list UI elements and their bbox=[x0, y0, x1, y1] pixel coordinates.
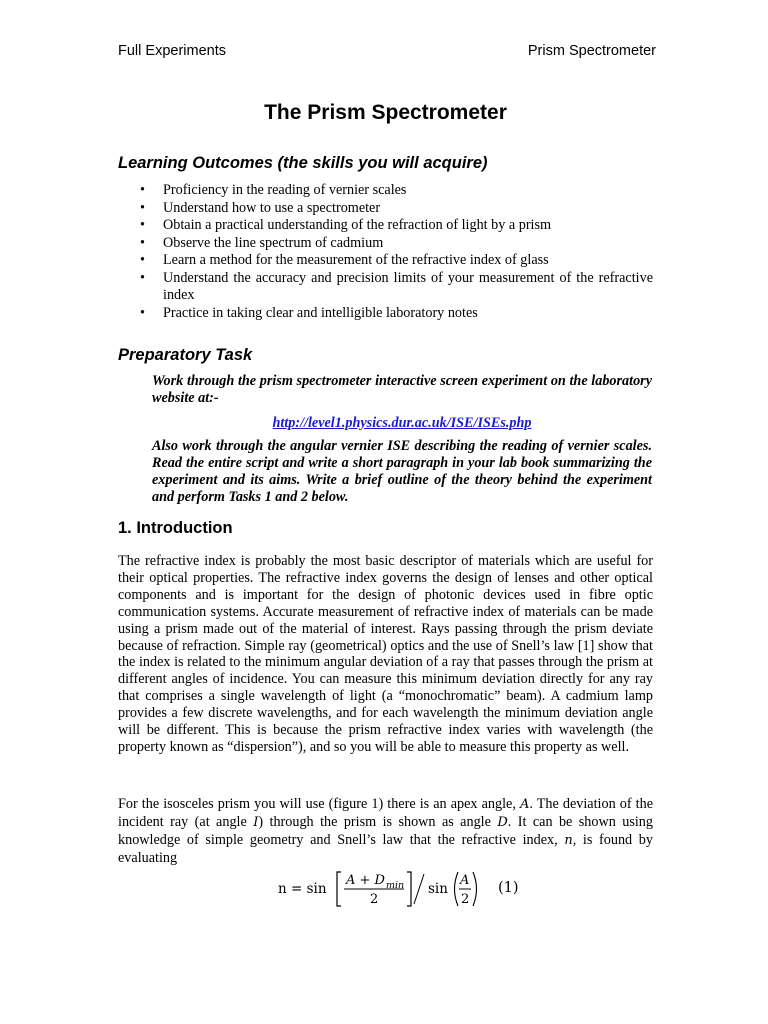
list-item: • Understand how to use a spectrometer bbox=[118, 200, 653, 218]
equation-slash bbox=[414, 874, 424, 904]
equation-denominator: 2 bbox=[370, 892, 379, 907]
list-item: • Observe the line spectrum of cadmium bbox=[118, 235, 653, 253]
symbol-refractive-index: n bbox=[564, 832, 573, 848]
header-left: Full Experiments bbox=[118, 43, 226, 59]
introduction-paragraph-1: The refractive index is probably the most basic descriptor of materials which are useful for their optical properties. The refractive index governs the design of lenses and other optical components and is important for the design of photonic devices used in fibre optic communication systems. Accurate measurement of refractive index of materials can be made using a prism made out of the material of interest. Rays passing through the prism deviate because of refraction. Simple ray (geometrical) optics and the use of Snell’s law [1] show that the index is related to the minimum angular deviation of a ray that passes through the prism at different angles of incidence. You can measure this minimum deviation directly for any ray that comprises a single wavelength of light (a “monochromatic” beam). A cadmium lamp provides a few discrete wavelengths, and for each wavelength the minimum deviation angle will be different. This is because the prism refractive index varies with wavelength (the property known as “dispersion”), and so you will be able to measure this property as well. bbox=[118, 553, 653, 755]
ise-website-link[interactable]: http://level1.physics.dur.ac.uk/ISE/ISEs.php bbox=[272, 415, 532, 431]
equation-denominator-2: 2 bbox=[461, 892, 470, 907]
symbol-incident-angle: I bbox=[253, 814, 259, 830]
introduction-heading: 1. Introduction bbox=[118, 519, 233, 537]
equation-sin: sin bbox=[428, 881, 448, 897]
list-item: • Practice in taking clear and intelligible laboratory notes bbox=[118, 305, 653, 323]
list-item: • Obtain a practical understanding of the refraction of light by a prism bbox=[118, 217, 653, 235]
header-right: Prism Spectrometer bbox=[527, 43, 656, 59]
learning-outcomes-list bbox=[118, 182, 653, 322]
equation-subscript: min bbox=[386, 880, 405, 891]
symbol-apex-angle: A bbox=[519, 797, 530, 812]
preparatory-paragraph-1: Work through the prism spectrometer interactive screen experiment on the laboratory website at:- bbox=[152, 373, 652, 406]
equation-number: (1) bbox=[498, 880, 519, 896]
introduction-paragraph-2: For the isosceles prism you will use (figure 1) there is an apex angle, A. The deviation of the incident ray (at angle I) through the prism is shown as angle D. It can be shown using knowledge of simple geometry and Snell’s law that the refractive index, n, is found by evaluating bbox=[118, 796, 654, 866]
running-header bbox=[118, 43, 656, 59]
learning-outcomes-heading: Learning Outcomes (the skills you will acquire) bbox=[118, 154, 488, 172]
equation-numerator-2: A bbox=[460, 873, 470, 888]
preparatory-paragraph-2: Also work through the angular vernier ISE describing the reading of vernier scales. Read the entire script and write a short paragraph in your lab book summarizing the experiment and its aims. Write a brief outline of the theory behind the experiment and perform Tasks 1 and 2 below. bbox=[152, 438, 652, 505]
equation-left-paren bbox=[455, 872, 459, 906]
symbol-deviation-angle: D bbox=[497, 814, 508, 830]
equation-lhs: n = sin bbox=[278, 881, 327, 897]
page-title: The Prism Spectrometer bbox=[264, 101, 507, 124]
list-item: • Learn a method for the measurement of the refractive index of glass bbox=[118, 252, 653, 270]
equation-numerator: A + D bbox=[346, 873, 385, 888]
preparatory-task-heading: Preparatory Task bbox=[118, 346, 253, 364]
equation-left-bracket bbox=[337, 872, 341, 906]
list-item: • Proficiency in the reading of vernier scales bbox=[118, 182, 653, 200]
equation-right-paren bbox=[473, 872, 477, 906]
list-item: • Understand the accuracy and precision limits of your measurement of the refractive index bbox=[118, 270, 653, 305]
equation-right-bracket bbox=[407, 872, 411, 906]
